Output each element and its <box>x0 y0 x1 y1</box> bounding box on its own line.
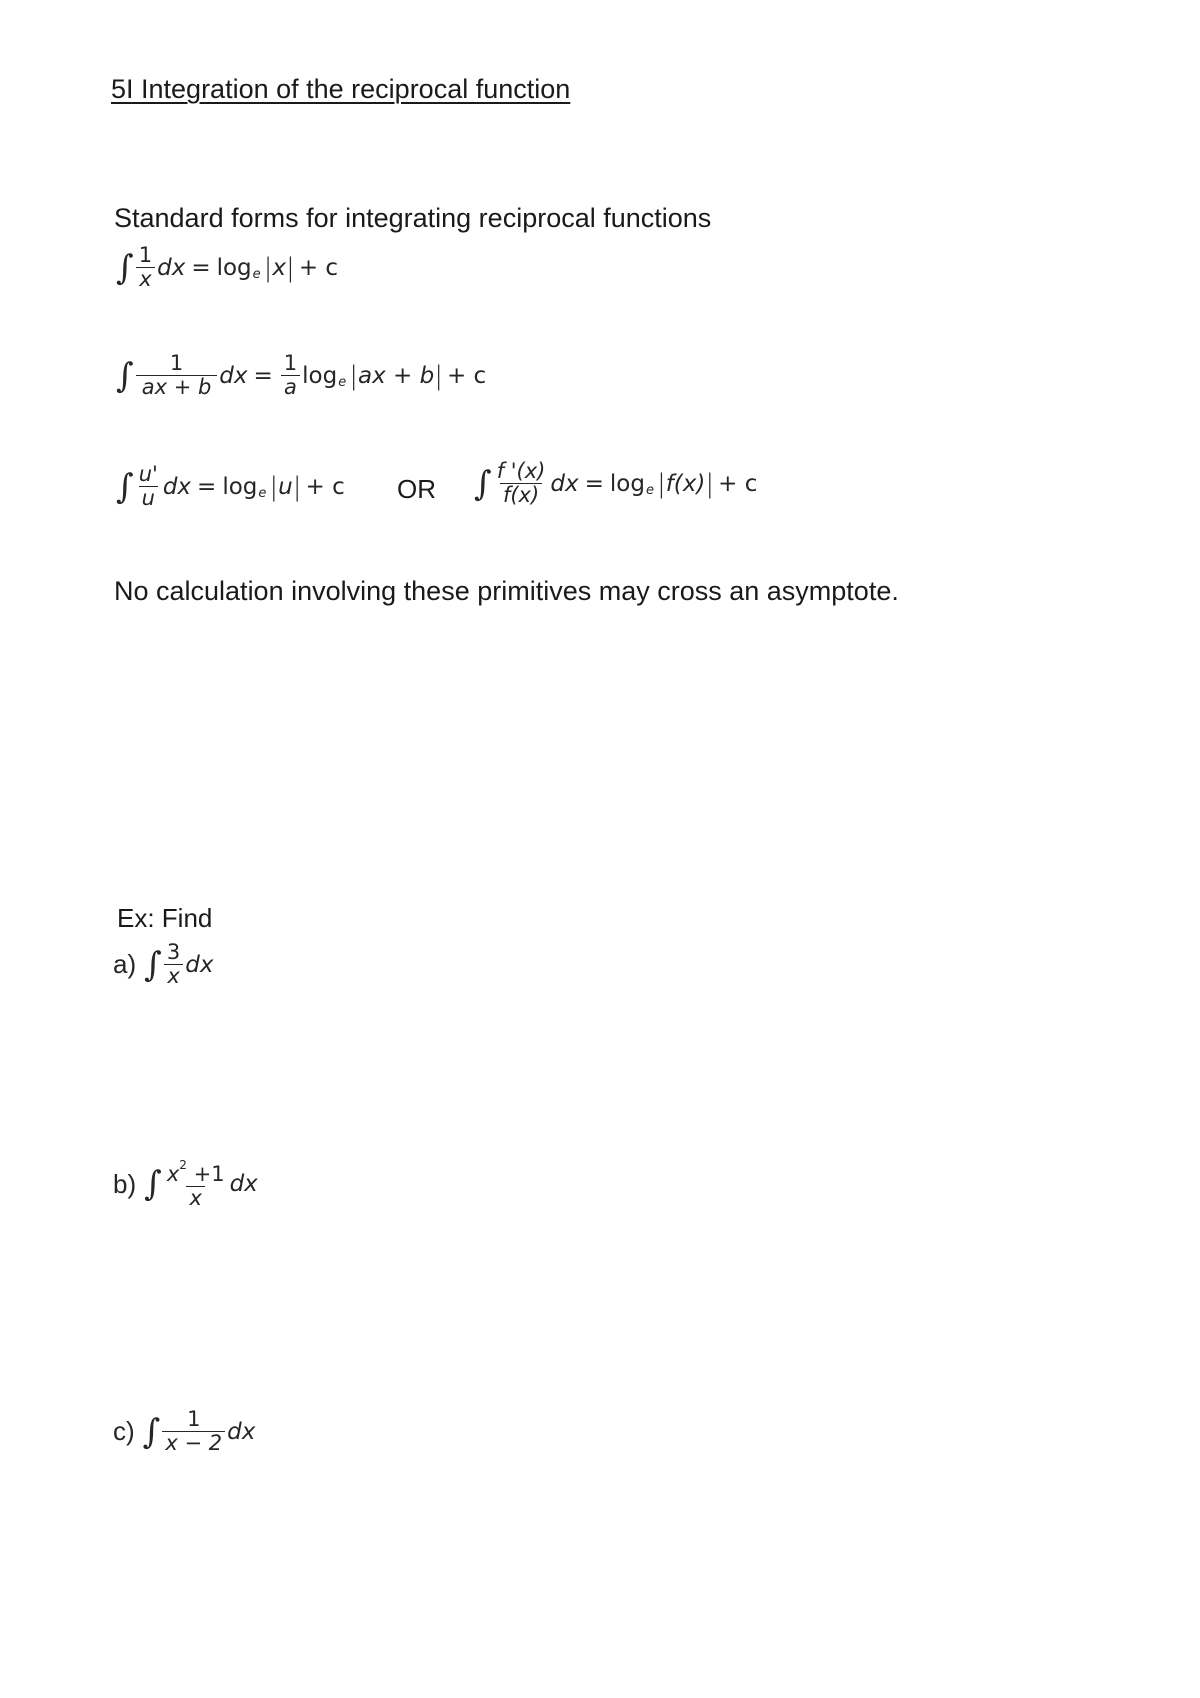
equals: = <box>197 473 217 500</box>
example-b-label: b) <box>113 1168 137 1199</box>
dx: dx <box>227 1418 256 1445</box>
example-title: Ex: Find <box>117 903 213 933</box>
equals: = <box>191 254 211 281</box>
numerator-exponent: 2 <box>179 1158 187 1172</box>
fraction-denominator: x <box>164 964 182 988</box>
fraction-numerator: 1 <box>138 243 153 267</box>
integral-sign: ∫ <box>144 944 162 985</box>
example-b <box>113 1158 258 1210</box>
coefficient-fraction <box>281 352 300 399</box>
fraction-denominator: x <box>136 267 154 291</box>
asymptote-note: No calculation involving these primitives may cross an asymptote. <box>114 576 899 606</box>
fraction-numerator: 3 <box>166 940 181 964</box>
log-func: log <box>302 362 338 389</box>
dx: dx <box>229 1171 258 1197</box>
log-base: e <box>252 267 261 282</box>
abs-open: | <box>269 471 279 502</box>
dx: dx <box>157 254 186 281</box>
abs-close: | <box>705 468 715 499</box>
fraction-denominator: u <box>139 486 158 510</box>
integral-sign: ∫ <box>142 1411 161 1452</box>
constant: + c <box>718 470 758 497</box>
constant: + c <box>446 362 487 389</box>
equals: = <box>584 470 604 497</box>
or-label: OR <box>397 474 436 504</box>
fraction-denominator: x <box>186 1186 204 1210</box>
fraction-numerator: 1 <box>169 351 184 375</box>
fraction-numerator <box>164 1158 228 1186</box>
log-base: e <box>338 375 347 390</box>
example-c <box>113 1408 255 1455</box>
fraction-denominator: x − 2 <box>162 1431 225 1455</box>
fraction <box>136 244 155 291</box>
integral-sign: ∫ <box>116 247 134 288</box>
formula-u-prime-over-u <box>116 463 345 510</box>
log-argument: f(x) <box>665 470 706 497</box>
abs-open: | <box>349 360 358 391</box>
formula-f-prime-over-f <box>474 460 757 507</box>
dx: dx <box>550 470 579 497</box>
log-argument: ax + b <box>358 362 435 389</box>
integral-sign: ∫ <box>144 1164 162 1204</box>
abs-close: | <box>292 471 302 502</box>
abs-close: | <box>286 252 295 283</box>
abs-open: | <box>263 252 273 283</box>
dx: dx <box>185 951 214 978</box>
fraction <box>136 463 161 510</box>
formula-linear-denominator <box>116 352 486 399</box>
equals: = <box>253 362 273 389</box>
log-base: e <box>645 483 654 498</box>
abs-close: | <box>434 360 443 391</box>
fraction-numerator: f '(x) <box>496 459 546 483</box>
coefficient-denominator: a <box>281 375 300 399</box>
fraction-denominator: f(x) <box>500 483 542 507</box>
fraction <box>162 1408 225 1455</box>
abs-open: | <box>656 468 666 499</box>
coefficient-numerator: 1 <box>283 351 298 375</box>
constant: + c <box>305 473 345 500</box>
integral-sign: ∫ <box>116 355 134 396</box>
fraction-denominator: ax + b <box>136 375 218 399</box>
fraction <box>164 1158 228 1210</box>
numerator-rest: +1 <box>186 1162 225 1186</box>
fraction <box>494 460 549 507</box>
dx: dx <box>219 362 248 389</box>
log-func: log <box>216 254 252 281</box>
dx: dx <box>162 473 192 500</box>
log-argument: x <box>272 254 287 281</box>
example-c-label: c) <box>113 1416 135 1446</box>
fraction-numerator: u' <box>138 462 158 486</box>
integral-sign: ∫ <box>474 463 492 504</box>
section-heading: Standard forms for integrating reciprocal functions <box>114 203 712 233</box>
log-base: e <box>258 486 267 501</box>
fraction <box>164 941 183 988</box>
example-a <box>113 941 213 988</box>
formula-reciprocal-x <box>116 244 338 291</box>
log-argument: u <box>278 473 293 500</box>
fraction-numerator: 1 <box>187 1407 201 1431</box>
numerator-base: x <box>166 1162 180 1186</box>
example-a-label: a) <box>113 949 137 979</box>
integral-sign: ∫ <box>116 466 134 507</box>
fraction <box>136 352 218 399</box>
page-title: 5I Integration of the reciprocal function <box>111 74 571 104</box>
log-func: log <box>222 473 258 500</box>
constant: + c <box>298 254 339 281</box>
log-func: log <box>609 470 645 497</box>
